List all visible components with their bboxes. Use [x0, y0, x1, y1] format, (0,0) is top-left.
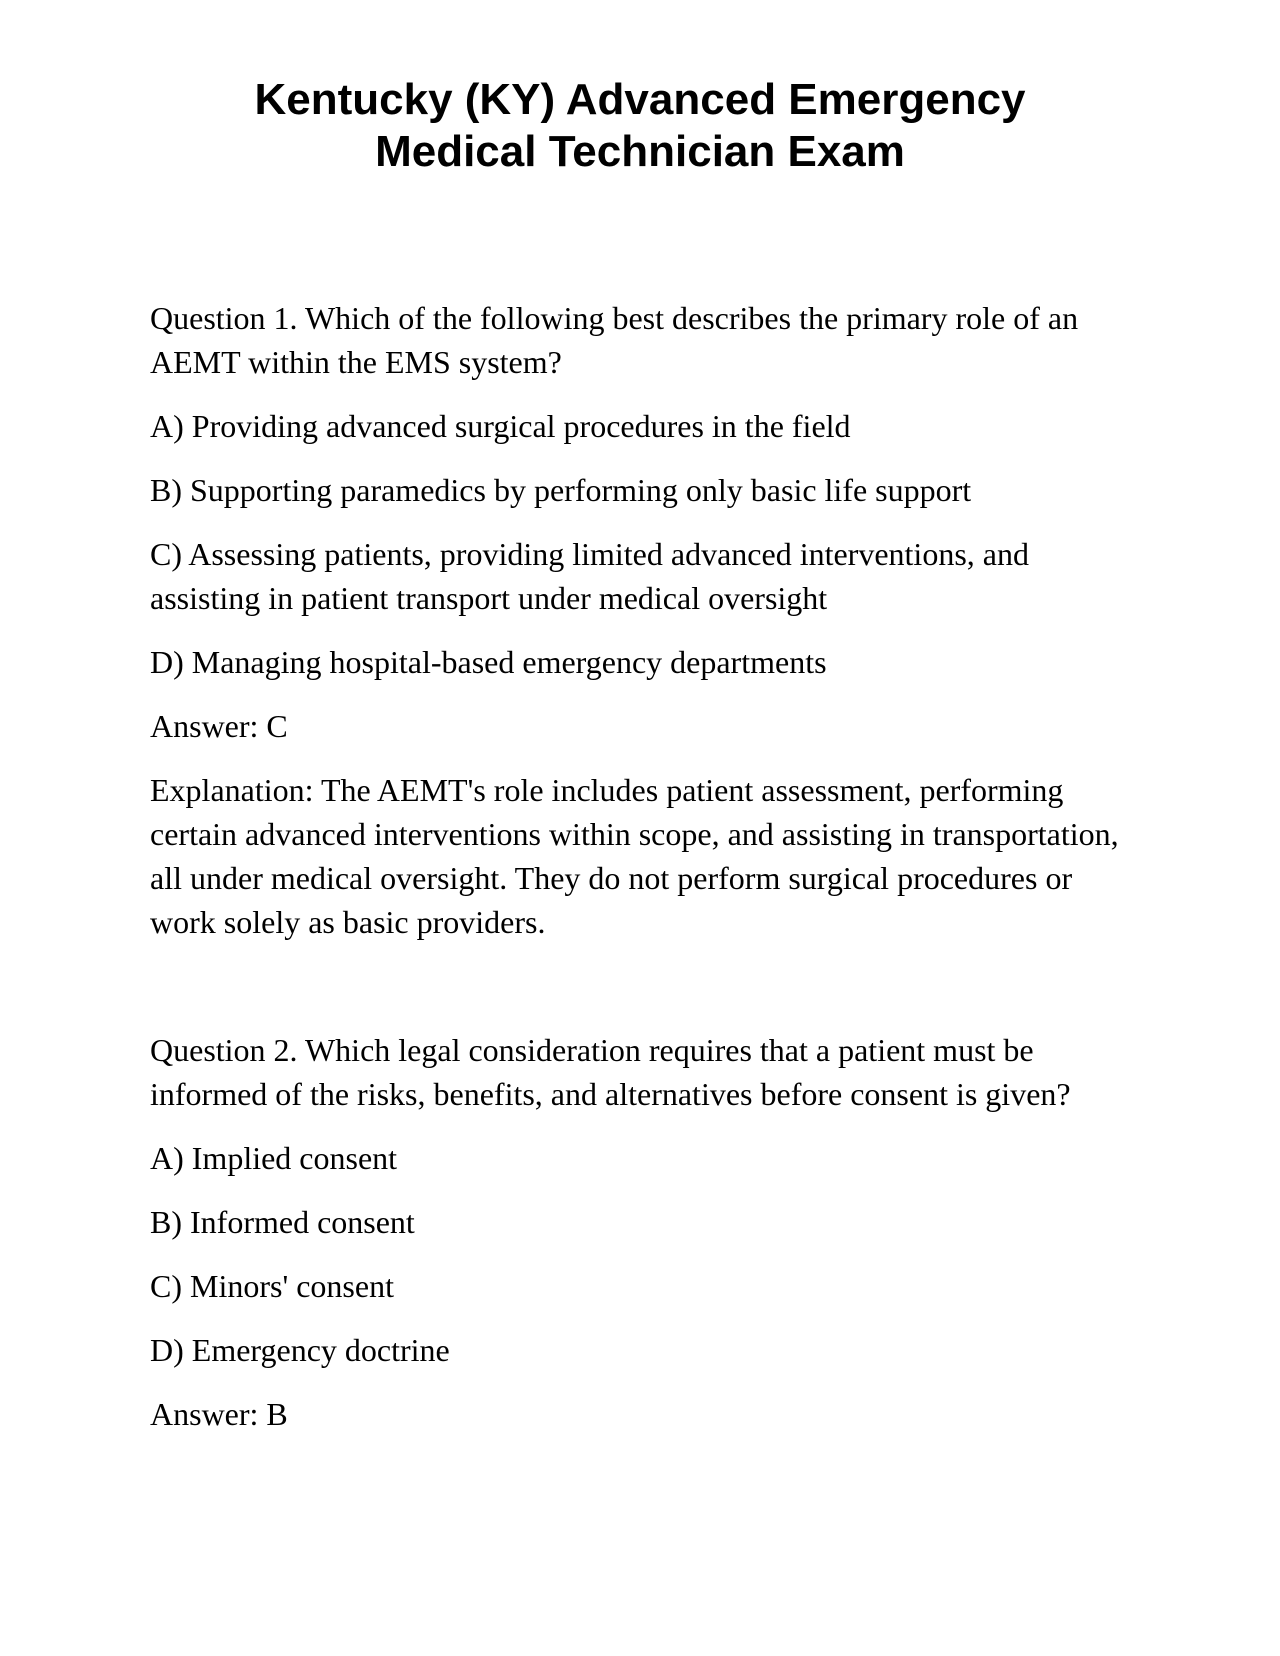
question-block-2: [150, 1028, 1140, 1436]
option-b: B) Supporting paramedics by performing only basic life support: [150, 472, 972, 508]
answer: Answer: B: [150, 1396, 288, 1432]
explanation: Explanation: The AEMT's role includes patient assessment, performing certain advanced interventions within scope, and assisting in transportation, all under medical oversight. They do not perform surgical procedures or work solely as basic providers.: [150, 772, 1119, 940]
question-block-1: [150, 296, 1140, 944]
option-c: C) Assessing patients, providing limited advanced interventions, and assisting in patient transport under medical oversight: [150, 536, 1029, 616]
option-d: D) Managing hospital-based emergency departments: [150, 644, 827, 680]
exam-content: [150, 296, 1140, 1456]
page-title: [0, 74, 1280, 178]
answer: Answer: C: [150, 708, 288, 744]
option-d: D) Emergency doctrine: [150, 1332, 450, 1368]
question-text: Question 1. Which of the following best describes the primary role of an AEMT within the EMS system?: [150, 300, 1079, 380]
option-a: A) Implied consent: [150, 1140, 398, 1176]
option-a: A) Providing advanced surgical procedures in the field: [150, 408, 851, 444]
title-line-1: Kentucky (KY) Advanced Emergency: [254, 75, 1026, 124]
question-text: Question 2. Which legal consideration requires that a patient must be informed of the risks, benefits, and alternatives before consent is given?: [150, 1032, 1071, 1112]
option-b: B) Informed consent: [150, 1204, 415, 1240]
title-line-2: Medical Technician Exam: [375, 127, 905, 176]
option-c: C) Minors' consent: [150, 1268, 394, 1304]
